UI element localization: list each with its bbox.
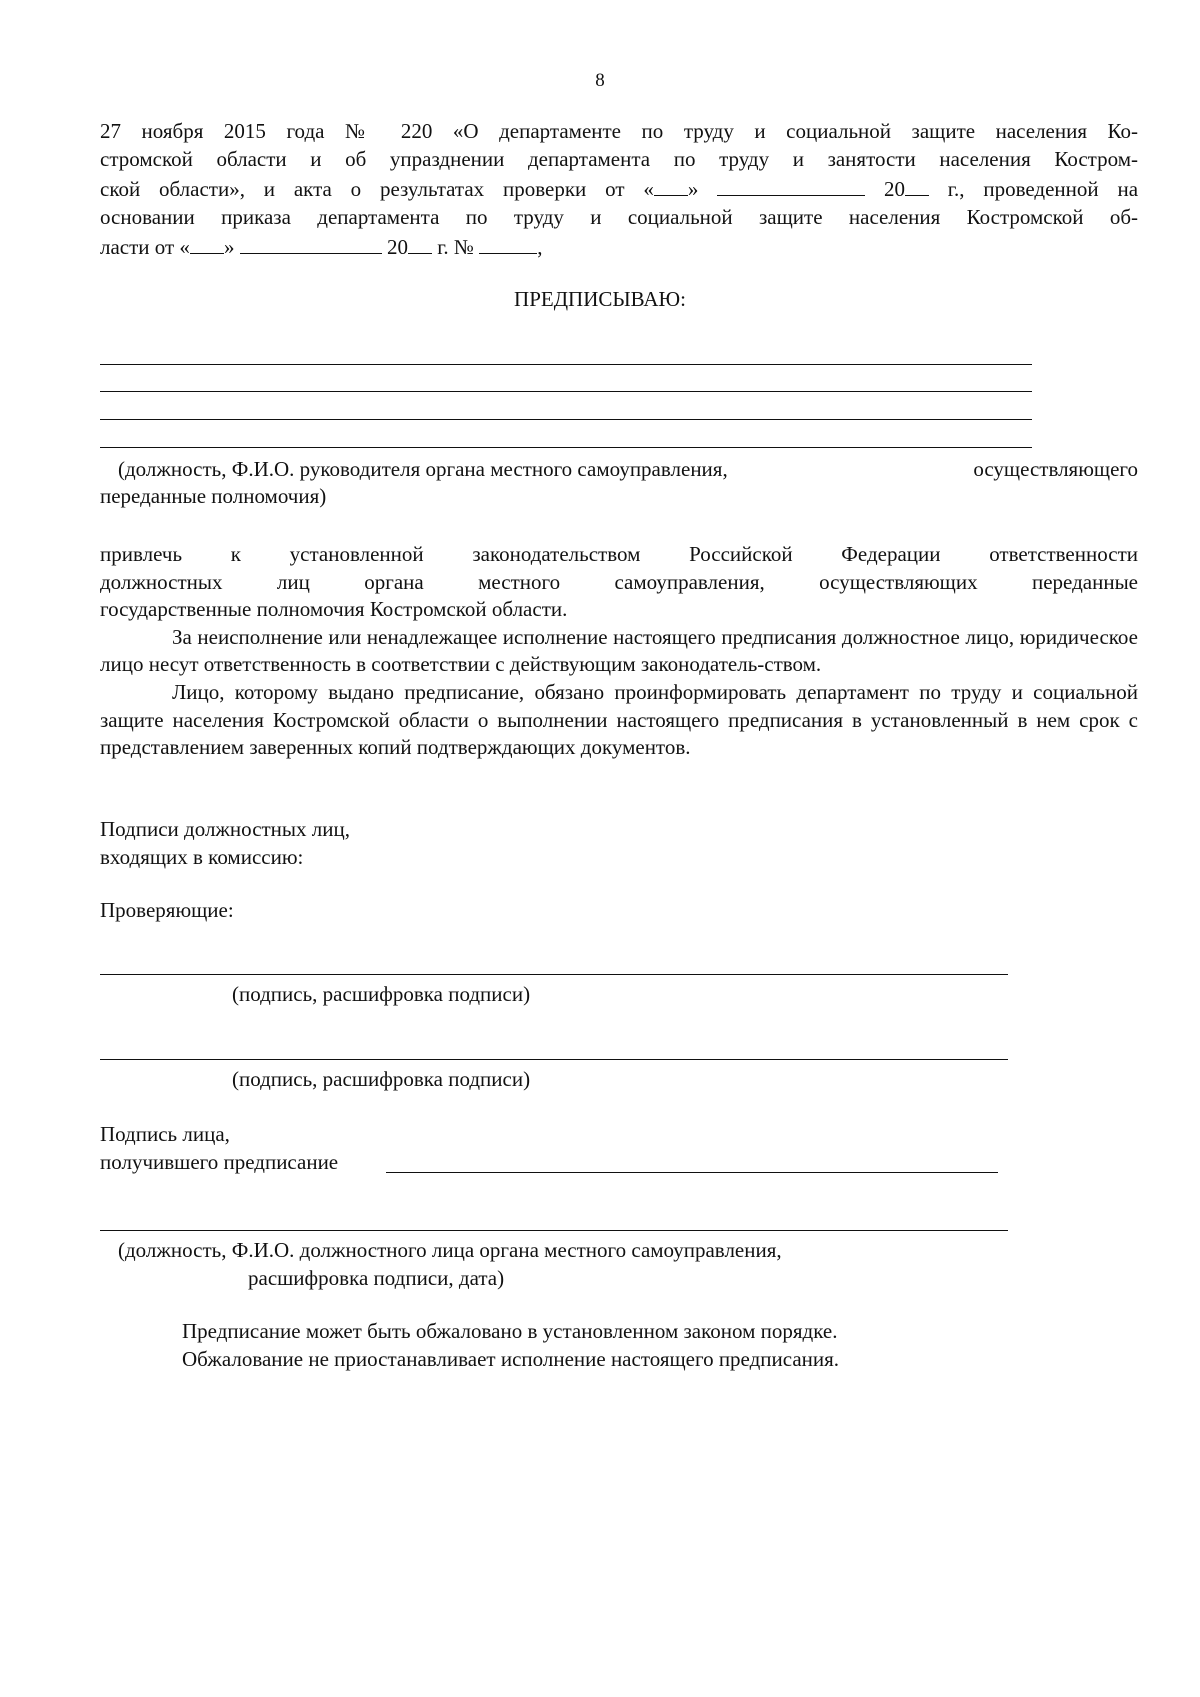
prescription-line-3[interactable] [100,419,1032,420]
official-caption [118,457,1138,482]
official-caption-line-2: переданные полномочия) [100,484,327,508]
recipient-details-line[interactable] [100,1230,1008,1231]
commission-signatures-label [100,815,350,871]
body-p1-line-1: привлечь к установленной законодательством Российской Федерации ответственности [100,542,1138,566]
prescription-line-2[interactable] [100,391,1032,392]
order-number-prefix: г. № [431,235,480,260]
day-blank-field[interactable] [654,173,688,196]
year-prefix: 20 [865,177,905,202]
month-blank-field[interactable] [717,173,865,196]
intro-paragraph [100,118,1138,262]
recipient-label-line-2: получившего предписание [100,1150,339,1174]
prescription-line-4[interactable] [100,447,1032,448]
intro-line-4: основании приказа департамента по труду и социальной защите населения Костромской об- [100,204,1138,229]
body-text [100,541,1138,762]
recipient-label-line-1: Подпись лица, [100,1122,230,1146]
inspectors-label: Проверяющие: [100,898,234,922]
body-paragraph-2: За неисполнение или ненадлежащее исполнение настоящего предписания должностное лицо, юридическое лицо несут ответственность в соответствии с действующим законодатель-ством. [100,624,1138,677]
recipient-caption [118,1236,782,1292]
intro-line-5-end: , [537,235,543,260]
body-p1-line-3: государственные полномочия Костромской области. [100,597,568,622]
signature-caption-2: (подпись, расшифровка подписи) [232,1067,531,1091]
recipient-signature-line[interactable] [386,1172,998,1173]
body-p1-line-2: должностных лиц органа местного самоуправления, осуществляющих переданные [100,569,1138,594]
appeal-line-1: Предписание может быть обжаловано в установленном законом порядке. [182,1319,838,1343]
appeal-line-2: Обжалование не приостанавливает исполнение настоящего предписания. [182,1347,840,1371]
intro-line-5 [100,231,1138,262]
intro-line-2: стромской области и об упразднении департамента по труду и занятости населения Костром- [100,146,1138,171]
intro-line-3 [100,173,1138,204]
order-day-blank-field[interactable] [190,231,224,254]
order-number-blank-field[interactable] [479,231,537,254]
order-month-blank-field[interactable] [240,231,382,254]
prescription-heading: ПРЕДПИСЫВАЮ: [514,287,686,311]
order-year-blank-field[interactable] [408,231,432,254]
intro-line-3-tail: г., проведенной на [928,177,1139,202]
recipient-caption-line-1: (должность, Ф.И.О. должностного лица органа местного самоуправления, [118,1238,782,1262]
page-number: 8 [595,70,605,91]
appeal-notice [182,1317,839,1373]
intro-line-5-text: ласти от « [100,235,190,260]
signature-caption-1: (подпись, расшифровка подписи) [232,982,531,1006]
quote-close: » [687,177,699,202]
order-year-prefix: 20 [381,235,408,260]
recipient-signature-label [100,1120,338,1176]
official-caption-left: (должность, Ф.И.О. руководителя органа местного самоуправления, [118,457,728,481]
inspector-signature-line-1[interactable] [100,974,1008,975]
inspector-signature-line-2[interactable] [100,1059,1008,1060]
year-blank-field[interactable] [905,173,929,196]
prescription-line-1[interactable] [100,364,1032,365]
commission-label-line-2: входящих в комиссию: [100,845,304,869]
quote-close-2: » [223,235,240,260]
body-paragraph-3: Лицо, которому выдано предписание, обязано проинформировать департамент по труду и социальной защите населения Костромской области о выполнении настоящего предписания в установленный в нем срок с представлением заверенных копий подтверждающих документов. [100,679,1138,760]
official-caption-right: осуществляющего [973,457,1138,481]
commission-label-line-1: Подписи должностных лиц, [100,817,350,841]
intro-line-3-text: ской области», и акта о результатах проверки от « [100,177,654,202]
recipient-caption-line-2: расшифровка подписи, дата) [248,1266,505,1290]
intro-line-1: 27 ноября 2015 года № 220 «О департаменте по труду и социальной защите населения Ко- [100,119,1138,143]
